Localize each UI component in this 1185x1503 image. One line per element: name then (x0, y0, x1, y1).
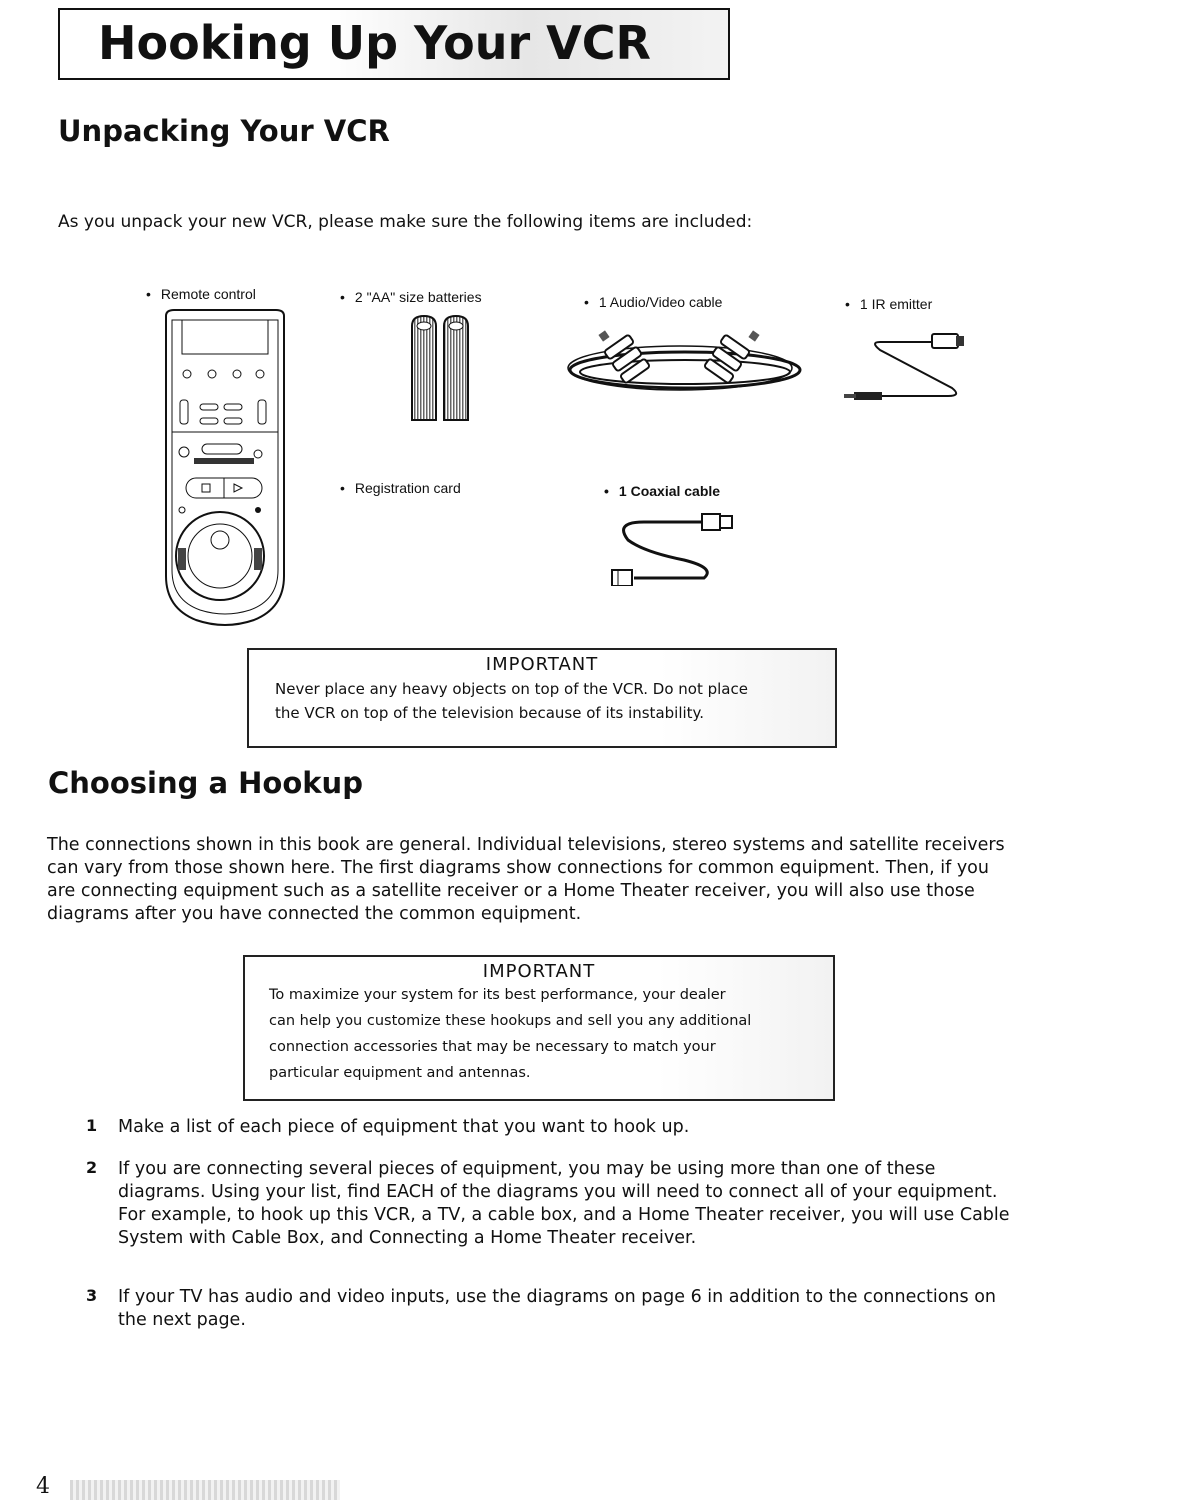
item-batteries-label: • 2 "AA" size batteries (340, 289, 482, 305)
important-box-1 (247, 648, 837, 748)
unpacking-heading: Unpacking Your VCR (58, 114, 390, 148)
batteries-icon (408, 312, 474, 424)
step-1-text: Make a list of each piece of equipment that you want to hook up. (118, 1117, 690, 1137)
important-heading-1: IMPORTANT (485, 654, 599, 675)
step-3-text: If your TV has audio and video inputs, use the diagrams on page 6 in addition to the connections on the next page. (118, 1287, 996, 1330)
important-line-1a: Never place any heavy objects on top of the VCR. Do not place (275, 680, 748, 698)
important-text-2: To maximize your system for its best performance, your dealer can help you customize these hookups and sell you any additional connection accessories that may be necessary to match your particular equipment and antennas. (269, 987, 752, 1081)
page-number: 4 (36, 1474, 50, 1499)
item-remote-label: • Remote control (146, 286, 256, 302)
step-1-number: 1 (86, 1116, 98, 1135)
remote-control-icon (160, 308, 290, 628)
ir-emitter-icon (840, 322, 970, 408)
footer-decorative-bar (70, 1480, 340, 1500)
step-2-number: 2 (86, 1158, 98, 1177)
choosing-paragraph: The connections shown in this book are general. Individual televisions, stereo systems and satellite receivers can vary from those shown here. The first diagrams show connections for common equipment. Then, if you are connecting equipment such as a satellite receiver or a Home Theater receiver, you will also use those diagrams after you have connected the common equipment. (47, 835, 1005, 924)
item-av-cable-label: • 1 Audio/Video cable (584, 294, 723, 310)
page-title-box (58, 8, 730, 80)
av-cable-icon (560, 322, 810, 412)
coaxial-cable-icon (604, 508, 744, 586)
unpacking-intro: As you unpack your new VCR, please make sure the following items are included: (58, 212, 753, 232)
item-ir-emitter-label: • 1 IR emitter (845, 296, 933, 312)
important-heading-2: IMPORTANT (482, 961, 596, 982)
choosing-heading: Choosing a Hookup (48, 766, 363, 800)
important-box-2 (243, 955, 835, 1101)
step-2-text: If you are connecting several pieces of equipment, you may be using more than one of these diagrams. Using your list, find EACH of the diagrams you will need to connect all of your equipment. For example, to hook up this VCR, a TV, a cable box, and a Home Theater receiver, you will use Cable System with Cable Box, and Connecting a Home Theater receiver. (118, 1159, 1010, 1248)
page-title: Hooking Up Your VCR (98, 16, 651, 70)
important-line-1b: the VCR on top of the television because of its instability. (275, 704, 705, 722)
step-3-number: 3 (86, 1286, 98, 1305)
item-coaxial-cable-label: • 1 Coaxial cable (604, 483, 721, 499)
item-registration-card-label: • Registration card (340, 480, 461, 496)
